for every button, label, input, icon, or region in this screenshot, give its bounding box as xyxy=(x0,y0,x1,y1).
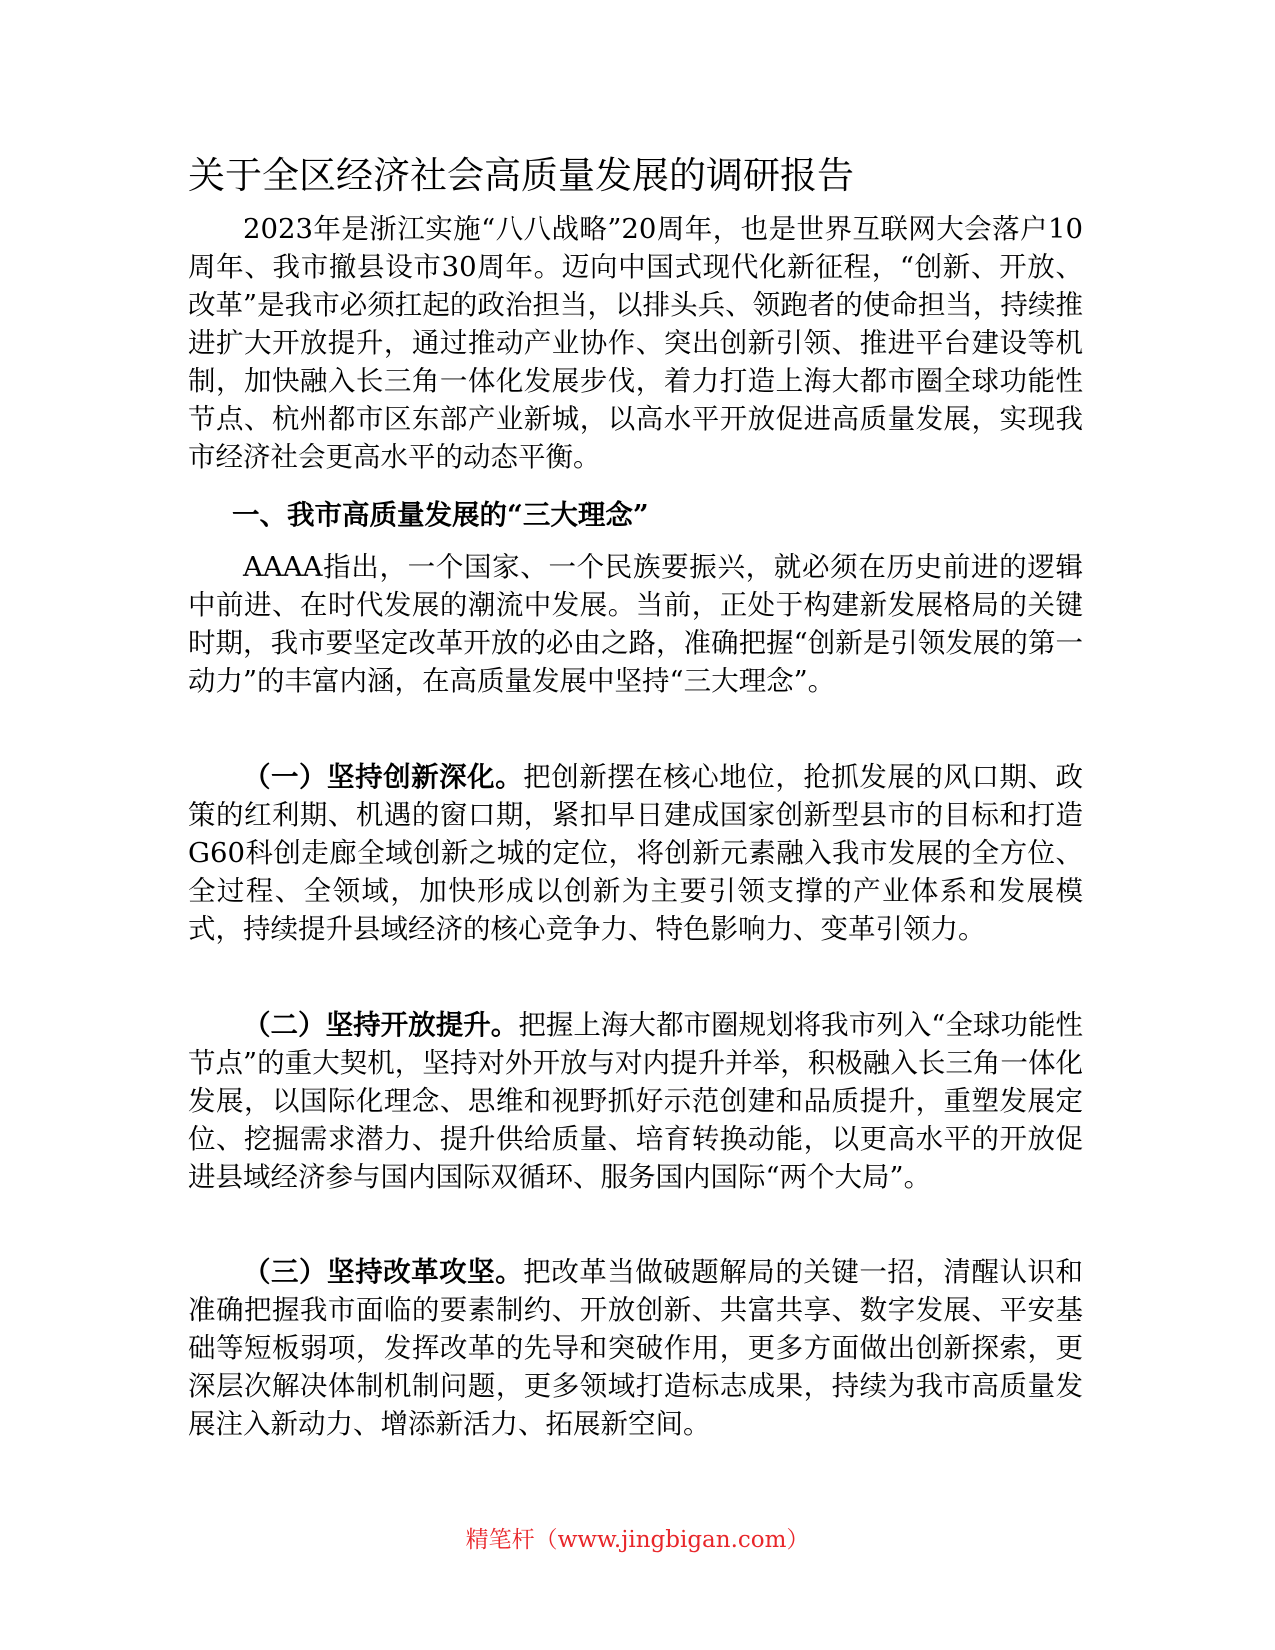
point-2-lead: （二）坚持开放提升。 xyxy=(243,1009,519,1041)
section-body-paragraph: AAAA指出，一个国家、一个民族要振兴，就必须在历史前进的逻辑中前进、在时代发展的潮流中发展。当前，正处于构建新发展格局的关键时期，我市要坚定改革开放的必由之路，准确把握“创新是引领发展的第一动力”的丰富内涵，在高质量发展中坚持“三大理念”。 xyxy=(188,551,1083,697)
intro-paragraph: 2023年是浙江实施“八八战略”20周年，也是世界互联网大会落户10周年、我市撤县设市30周年。迈向中国式现代化新征程，“创新、开放、改革”是我市必须扛起的政治担当，以排头兵、领跑者的使命担当，持续推进扩大开放提升，通过推动产业协作、突出创新引领、推进平台建设等机制，加快融入长三角一体化发展步伐，着力打造上海大都市圈全球功能性节点、杭州都市区东部产业新城，以高水平开放促进高质量发展，实现我市经济社会更高水平的动态平衡。 xyxy=(188,213,1083,473)
point-2-text: 把握上海大都市圈规划将我市列入“全球功能性节点”的重大契机，坚持对外开放与对内提升并举，积极融入长三角一体化发展，以国际化理念、思维和视野抓好示范创建和品质提升，重塑发展定位、挖掘需求潜力、提升供给质量、培育转换动能，以更高水平的开放促进县域经济参与国内国际双循环、服务国内国际“两个大局”。 xyxy=(188,1009,1083,1193)
section-heading: 一、我市高质量发展的“三大理念” xyxy=(232,499,649,531)
point-2-paragraph xyxy=(188,1006,1083,1196)
point-3-paragraph xyxy=(188,1253,1083,1443)
point-3-text: 把改革当做破题解局的关键一招，清醒认识和准确把握我市面临的要素制约、开放创新、共富共享、数字发展、平安基础等短板弱项，发挥改革的先导和突破作用，更多方面做出创新探索，更深层次解决体制机制问题，更多领域打造标志成果，持续为我市高质量发展注入新动力、增添新活力、拓展新空间。 xyxy=(188,1256,1083,1440)
point-1-lead: （一）坚持创新深化。 xyxy=(243,761,524,793)
point-1-text: 把创新摆在核心地位，抢抓发展的风口期、政策的红利期、机遇的窗口期，紧扣早日建成国家创新型县市的目标和打造G60科创走廊全域创新之城的定位，将创新元素融入我市发展的全方位、全过程、全领域，加快形成以创新为主要引领支撑的产业体系和发展模式，持续提升县域经济的核心竞争力、特色影响力、变革引领力。 xyxy=(188,761,1083,945)
document-title: 关于全区经济社会高质量发展的调研报告 xyxy=(188,154,854,197)
footer-watermark-link[interactable]: 精笔杆（www.jingbigan.com） xyxy=(465,1527,810,1553)
point-1-paragraph xyxy=(188,758,1083,948)
point-3-lead: （三）坚持改革攻坚。 xyxy=(243,1256,524,1288)
